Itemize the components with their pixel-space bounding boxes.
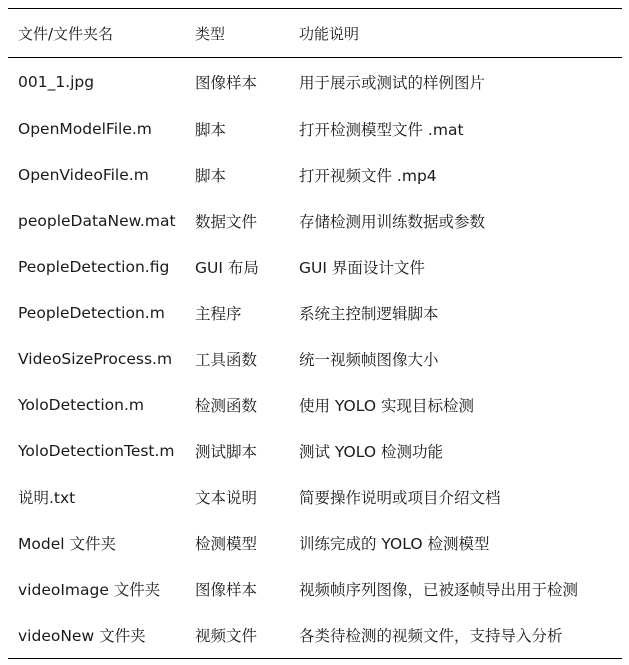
cell-type: 工具函数 [195, 351, 258, 369]
table-row [8, 244, 622, 290]
cell-filename: OpenModelFile.m [18, 120, 152, 138]
cell-type: 图像样本 [195, 74, 258, 92]
cell-filename: 说明.txt [18, 489, 76, 507]
cell-type: 测试脚本 [195, 443, 258, 461]
cell-filename: Model 文件夹 [18, 535, 116, 553]
cell-type: 图像样本 [195, 581, 258, 599]
cell-type: 检测模型 [195, 535, 258, 553]
cell-description: 用于展示或测试的样例图片 [299, 74, 486, 92]
table-row [8, 106, 622, 152]
cell-filename: videoNew 文件夹 [18, 627, 146, 645]
cell-filename: YoloDetection.m [18, 396, 145, 414]
header-filename: 文件/文件夹名 [18, 24, 114, 43]
cell-type: 脚本 [195, 121, 227, 139]
table-row [8, 474, 622, 520]
table-row [8, 566, 622, 612]
cell-description: 统一视频帧图像大小 [299, 351, 439, 369]
cell-type: 数据文件 [195, 213, 258, 231]
cell-description: 视频帧序列图像，已被逐帧导出用于检测 [299, 581, 579, 599]
table-body [8, 58, 622, 659]
cell-type: GUI 布局 [195, 259, 259, 277]
table-row [8, 290, 622, 336]
cell-filename: videoImage 文件夹 [18, 581, 161, 599]
cell-filename: PeopleDetection.m [18, 304, 165, 322]
table-row [8, 428, 622, 474]
cell-filename: OpenVideoFile.m [18, 166, 149, 184]
cell-description: 训练完成的 YOLO 检测模型 [299, 535, 490, 553]
cell-description: 使用 YOLO 实现目标检测 [299, 397, 474, 415]
cell-description: 各类待检测的视频文件，支持导入分析 [299, 627, 563, 645]
cell-description: 测试 YOLO 检测功能 [299, 443, 443, 461]
cell-filename: peopleDataNew.mat [18, 212, 176, 230]
table-row [8, 152, 622, 198]
cell-description: 系统主控制逻辑脚本 [299, 305, 439, 323]
cell-type: 主程序 [195, 305, 242, 323]
file-table-container [8, 8, 622, 659]
table-row [8, 198, 622, 244]
table-row [8, 612, 622, 659]
cell-filename: 001_1.jpg [18, 73, 95, 91]
file-table [8, 8, 622, 659]
cell-filename: YoloDetectionTest.m [18, 442, 175, 460]
table-row [8, 520, 622, 566]
table-row [8, 58, 622, 107]
cell-description: 简要操作说明或项目介绍文档 [299, 489, 501, 507]
cell-filename: VideoSizeProcess.m [18, 350, 173, 368]
header-type: 类型 [195, 24, 226, 43]
header-row [8, 9, 622, 58]
cell-type: 脚本 [195, 167, 227, 185]
cell-type: 检测函数 [195, 397, 258, 415]
cell-description: GUI 界面设计文件 [299, 259, 425, 277]
table-header [8, 9, 622, 58]
cell-description: 打开视频文件 .mp4 [299, 167, 437, 185]
table-row [8, 336, 622, 382]
cell-description: 存储检测用训练数据或参数 [299, 213, 486, 231]
header-description: 功能说明 [299, 24, 360, 43]
cell-type: 视频文件 [195, 627, 258, 645]
cell-type: 文本说明 [195, 489, 258, 507]
table-row [8, 382, 622, 428]
cell-description: 打开检测模型文件 .mat [299, 121, 464, 139]
cell-filename: PeopleDetection.fig [18, 258, 170, 276]
